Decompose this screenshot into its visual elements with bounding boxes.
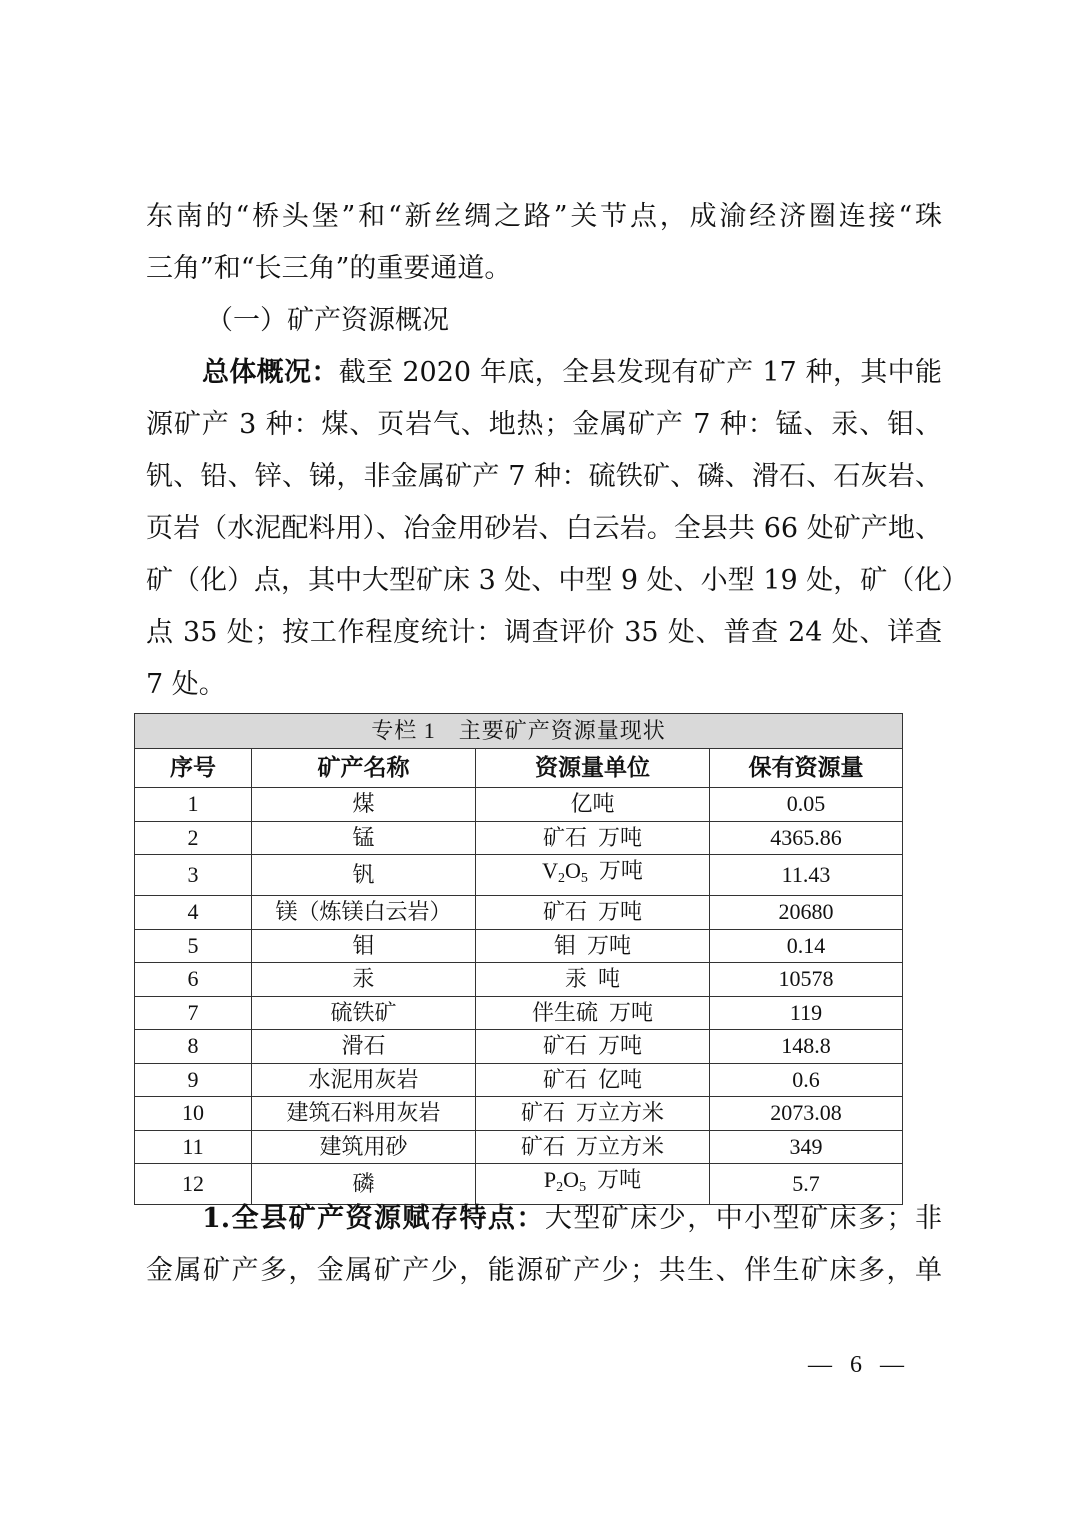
cell-no: 6	[135, 963, 252, 997]
cell-resource-value: 0.6	[710, 1063, 903, 1097]
cell-no: 2	[135, 821, 252, 855]
cell-resource-value: 5.7	[710, 1164, 903, 1205]
cell-resource-value: 349	[710, 1130, 903, 1164]
cell-no: 3	[135, 855, 252, 896]
table-title: 专栏 1 主要矿产资源量现状	[135, 714, 903, 749]
table-row	[135, 821, 903, 855]
cell-mineral-name: 镁（炼镁白云岩）	[252, 896, 476, 930]
table-row	[135, 788, 903, 822]
table-row	[135, 996, 903, 1030]
cell-resource-value: 10578	[710, 963, 903, 997]
cell-no: 7	[135, 996, 252, 1030]
body-text-line: 钒、铅、锌、锑，非金属矿产 7 种：硫铁矿、磷、滑石、石灰岩、	[146, 461, 942, 492]
feature-text: 大型矿床少，中小型矿床多；非	[544, 1203, 943, 1234]
cell-no: 1	[135, 788, 252, 822]
cell-mineral-name: 钒	[252, 855, 476, 896]
cell-unit: 钼 万吨	[476, 929, 710, 963]
table-row	[135, 896, 903, 930]
unit-part: V	[542, 858, 558, 883]
feature-label: 1.全县矿产资源赋存特点：	[202, 1203, 545, 1234]
unit-part: P	[543, 1167, 557, 1192]
cell-mineral-name: 建筑石料用灰岩	[252, 1097, 476, 1131]
body-text-line: 页岩（水泥配料用）、冶金用砂岩、白云岩。全县共 66 处矿产地、	[146, 513, 942, 544]
cell-unit: 矿石 万吨	[476, 821, 710, 855]
cell-mineral-name: 煤	[252, 788, 476, 822]
body-text-line: 三角”和“长三角”的重要通道。	[146, 253, 512, 284]
cell-resource-value: 0.05	[710, 788, 903, 822]
unit-part: 2	[556, 1180, 564, 1195]
overview-line	[202, 353, 942, 393]
table-header-row	[135, 749, 903, 788]
body-text-line: 矿（化）点，其中大型矿床 3 处、中型 9 处、小型 19 处，矿（化）	[146, 565, 969, 596]
cell-resource-value: 119	[710, 996, 903, 1030]
feature-line	[202, 1199, 942, 1239]
column-header-unit: 资源量单位	[476, 749, 710, 788]
unit-part: O	[564, 858, 581, 883]
section-heading: （一）矿产资源概况	[206, 305, 449, 336]
cell-no: 10	[135, 1097, 252, 1131]
body-text-line: 东南的“桥头堡”和“新丝绸之路”关节点，成渝经济圈连接“珠	[146, 201, 942, 232]
cell-unit	[476, 855, 710, 896]
cell-mineral-name: 磷	[252, 1164, 476, 1205]
cell-mineral-name: 滑石	[252, 1030, 476, 1064]
unit-part: 2	[557, 871, 565, 886]
cell-mineral-name: 水泥用灰岩	[252, 1063, 476, 1097]
unit-part: 5	[579, 1180, 587, 1195]
body-text-line: 源矿产 3 种：煤、页岩气、地热；金属矿产 7 种：锰、汞、钼、	[146, 409, 942, 440]
body-text-line: 点 35 处；按工作程度统计：调查评价 35 处、普查 24 处、详查	[146, 617, 942, 648]
body-text-line: 金属矿产多，金属矿产少，能源矿产少；共生、伴生矿床多，单	[146, 1255, 942, 1286]
mineral-resources-table	[134, 713, 903, 1205]
unit-part: 5	[580, 871, 588, 886]
table-row	[135, 929, 903, 963]
cell-mineral-name: 硫铁矿	[252, 996, 476, 1030]
cell-mineral-name: 汞	[252, 963, 476, 997]
table-row	[135, 855, 903, 896]
cell-unit: 汞 吨	[476, 963, 710, 997]
cell-no: 4	[135, 896, 252, 930]
unit-part: 万吨	[587, 858, 643, 883]
cell-unit: 矿石 万吨	[476, 1030, 710, 1064]
body-text-line: 7 处。	[146, 669, 226, 700]
column-header-name: 矿产名称	[252, 749, 476, 788]
column-header-no: 序号	[135, 749, 252, 788]
cell-resource-value: 11.43	[710, 855, 903, 896]
overview-label: 总体概况：	[202, 357, 339, 388]
cell-mineral-name: 钼	[252, 929, 476, 963]
cell-resource-value: 4365.86	[710, 821, 903, 855]
table-row	[135, 1130, 903, 1164]
column-header-value: 保有资源量	[710, 749, 903, 788]
table-row	[135, 1030, 903, 1064]
table-title-row	[135, 714, 903, 749]
table-row	[135, 1097, 903, 1131]
table-row	[135, 1063, 903, 1097]
cell-no: 11	[135, 1130, 252, 1164]
cell-unit: 矿石 万立方米	[476, 1097, 710, 1131]
unit-part: 万吨	[586, 1167, 642, 1192]
cell-mineral-name: 建筑用砂	[252, 1130, 476, 1164]
cell-no: 9	[135, 1063, 252, 1097]
cell-unit: 矿石 亿吨	[476, 1063, 710, 1097]
table-row	[135, 963, 903, 997]
cell-no: 12	[135, 1164, 252, 1205]
cell-unit: 矿石 万吨	[476, 896, 710, 930]
cell-resource-value: 2073.08	[710, 1097, 903, 1131]
cell-no: 8	[135, 1030, 252, 1064]
overview-text: 截至 2020 年底，全县发现有矿产 17 种，其中能	[338, 357, 942, 388]
cell-resource-value: 148.8	[710, 1030, 903, 1064]
cell-no: 5	[135, 929, 252, 963]
cell-unit: 亿吨	[476, 788, 710, 822]
unit-part: O	[563, 1167, 580, 1192]
cell-unit: 矿石 万立方米	[476, 1130, 710, 1164]
cell-mineral-name: 锰	[252, 821, 476, 855]
cell-resource-value: 20680	[710, 896, 903, 930]
page-number: — 6 —	[808, 1352, 910, 1378]
cell-resource-value: 0.14	[710, 929, 903, 963]
cell-unit: 伴生硫 万吨	[476, 996, 710, 1030]
